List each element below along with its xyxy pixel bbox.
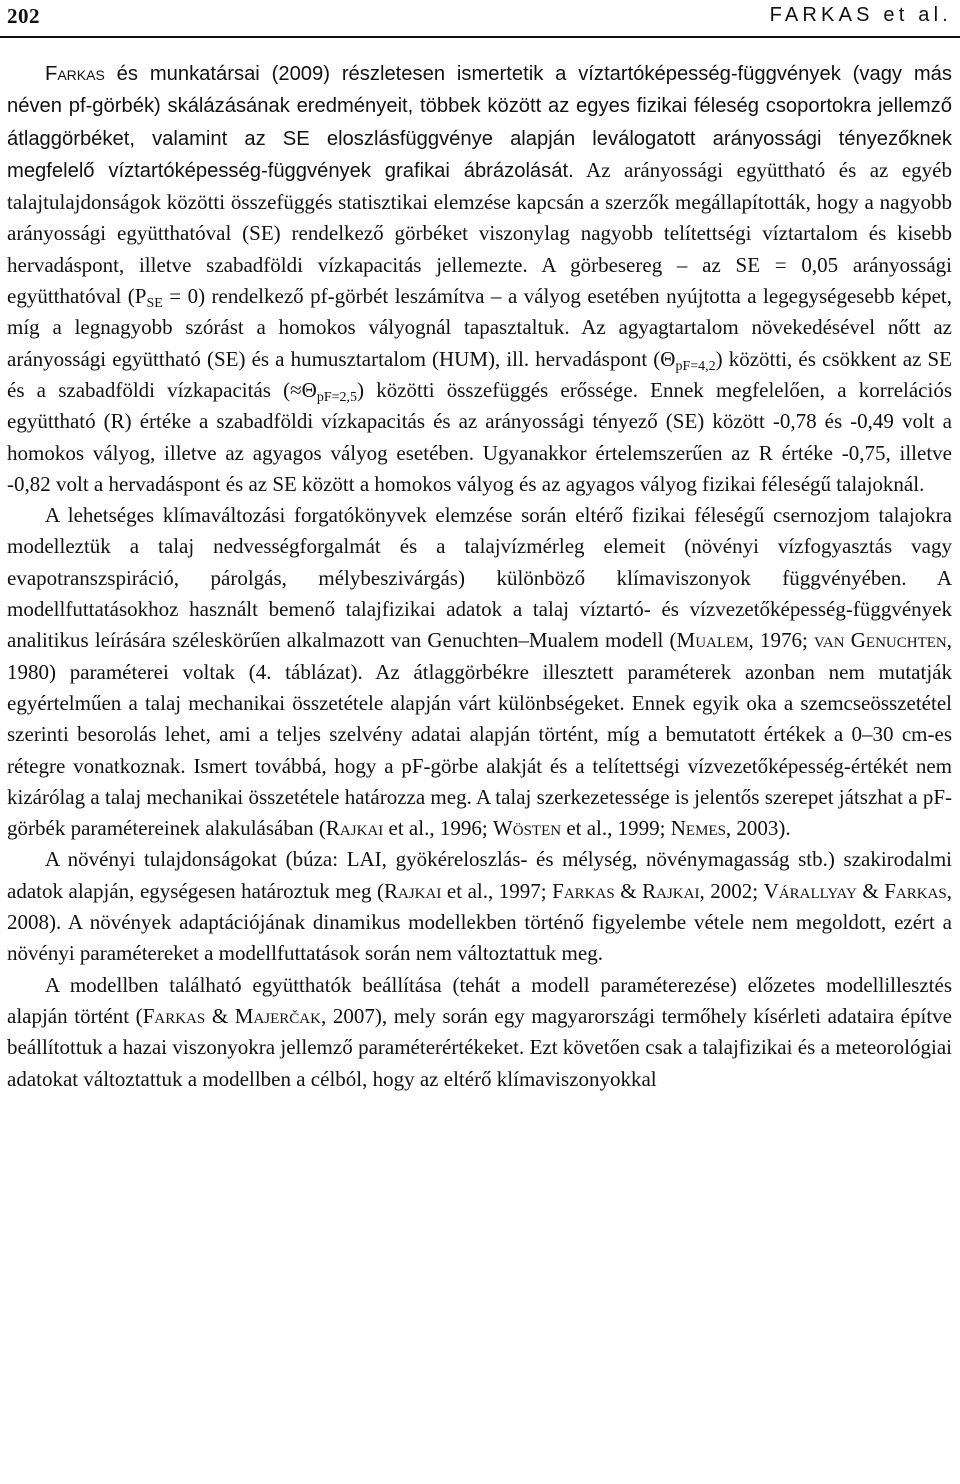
running-head: FARKAS et al.	[769, 4, 952, 26]
text-run: A modellben található együtthatók beállítása (tehát a modell paraméterezése) előzetes modellillesztés alapján történt (	[7, 972, 952, 1028]
text-run: A növényi tulajdonságokat (búza: LAI, gyökéreloszlás- és mélység, növénymagasság stb.) szakirodalmi adatok alapján, egységesen határoztuk meg (	[7, 847, 952, 903]
text-run: , 2003).	[725, 816, 791, 841]
text-run: &	[856, 878, 885, 903]
body-text	[7, 58, 952, 1095]
paragraph-3	[7, 844, 952, 969]
text-run: , 1980) paraméterei voltak (4. táblázat). Az átlaggörbékre illesztett paraméterek azonban nem mutatják egyértelműen a talaj mechanikai összetétele alapján várt különbségeket. Ennek egyik oka a szemcseösszetétel szerinti besorolás lehet, ami a teljes szelvény adatai alapján történt, míg a bemutatott értékek a 0–30 cm-es rétegre vonatkoznak. Ismert továbbá, hogy a pF-görbe alakját és a telítettségi vízvezetőképesség-értékét nem kizárólag a talaj mechanikai összetétele határozza meg. A talaj szerkezetessége is jelentős szerepet játszhat a pF-görbék paramétereinek alakulásában (	[7, 628, 952, 841]
text-run: , 2007), mely során egy magyarországi termőhely kísérleti adataira építve beállítottuk a hazai viszonyokra jellemző paraméterértékeket. Ezt követően csak a talajfizikai és a meteorológiai adatokat változtattuk a modellben a célból, hogy az eltérő klímaviszonyokkal	[7, 1003, 952, 1091]
text-run: és munkatársai (2009) részletesen ismertetik a víztartóképesség-függvények (vagy más néven pf-görbék) skálázásának eredményeit, többek között az egyes fizikai féleség csoportokra jellemző átlaggörbéket, valamint az SE eloszlásfüggvénye alapján leválogatott arányossági tényezőknek megfelelő víztartóképesség-függvények grafikai ábrázolását.	[7, 63, 952, 182]
text-run: &	[205, 1003, 235, 1028]
citation-author: van Genuchten	[814, 628, 947, 653]
page-header	[0, 0, 960, 44]
citation-author: Farkas	[45, 63, 105, 85]
text-run: , 2008). A növények adaptációjának dinamikus modellekben történő figyelembe vétele nem megoldott, ezért a növényi paramétereket a modellfuttatások során nem változtattuk meg.	[7, 878, 952, 966]
subscript: pF=4,2	[675, 358, 716, 374]
paragraph-1	[7, 58, 952, 500]
text-run: , 2002;	[699, 878, 764, 903]
header-rule	[0, 36, 960, 38]
text-run: ) közötti összefüggés erőssége. Ennek megfelelően, a korrelációs együttható (R) értéke a szabadföldi vízkapacitás és az arányossági tényező (SE) között -0,78 és -0,49 volt a homokos vályog, illetve az agyagos vályog esetében. Ugyanakkor értelemszerűen az R értéke -0,75, illetve -0,82 volt a hervadáspont és az SE között a homokos vályog és az agyagos vályog fizikai féleségű talajoknál.	[7, 377, 952, 496]
citation-author: Wösten	[492, 816, 562, 841]
citation-author: Farkas	[142, 1003, 206, 1028]
citation-author: Várallyay	[763, 878, 857, 903]
text-run: &	[614, 878, 643, 903]
paragraph-4	[7, 970, 952, 1095]
text-run: et al., 1996;	[383, 816, 493, 841]
paragraph-2	[7, 500, 952, 844]
citation-author: Farkas	[884, 878, 947, 903]
text-run: A lehetséges klímaváltozási forgatókönyvek elemzése során eltérő fizikai féleségű csernozjom talajokra modelleztük a talaj nedvességforgalmát és a talajvízmérleg elemeit (növényi vízfogyasztás vagy evapotranszspiráció, párolgás, mélybeszivárgás) különböző klímaviszonyok függvényében. A modellfuttatásokhoz használt bemenő talajfizikai adatok a talaj víztartó- és vízvezetőképesség-függvények analitikus leírására széleskörűen alkalmazott van Genuchten–Mualem modell (	[7, 503, 952, 653]
citation-author: Farkas	[552, 878, 615, 903]
text-run: et al., 1999;	[561, 816, 671, 841]
page-number: 202	[7, 4, 40, 28]
citation-author: Rajkai	[325, 816, 384, 841]
citation-author: Nemes	[670, 816, 726, 841]
text-run: , 1976;	[748, 628, 814, 653]
citation-author: Rajkai	[383, 878, 442, 903]
text-run: et al., 1997;	[441, 878, 553, 903]
text-run: = 0) rendelkező pf-görbét leszámítva – a vályog esetében nyújtotta a legegységesebb képet, míg a legnagyobb szórást a homokos vályognál tapasztaltuk. Az agyagtartalom növekedésével nőtt az arányossági együttható (SE) és a humusztartalom (HUM), ill. hervadáspont (Θ	[7, 284, 952, 371]
subscript: pF=2,5	[316, 389, 358, 405]
citation-author: Rajkai	[642, 878, 700, 903]
text-run: ) közötti, és csökkent az SE és a szabadföldi vízkapacitás (≈Θ	[7, 346, 952, 402]
citation-author: Mualem	[676, 628, 749, 653]
citation-author: Majerčak	[234, 1003, 321, 1028]
subscript: SE	[146, 296, 163, 312]
text-run: Az arányossági együttható és az egyéb talajtulajdonságok közötti összefüggés statisztikai elemzése kapcsán a szerzők megállapították, hogy a nagyobb arányossági együtthatóval (SE) rendelkező görbéket viszonylag nagyobb telítettségi víztartalom és kisebb hervadáspont, illetve szabadföldi vízkapacitás jellemezte. A görbesereg – az SE = 0,05 arányossági együtthatóval (P	[7, 157, 952, 309]
